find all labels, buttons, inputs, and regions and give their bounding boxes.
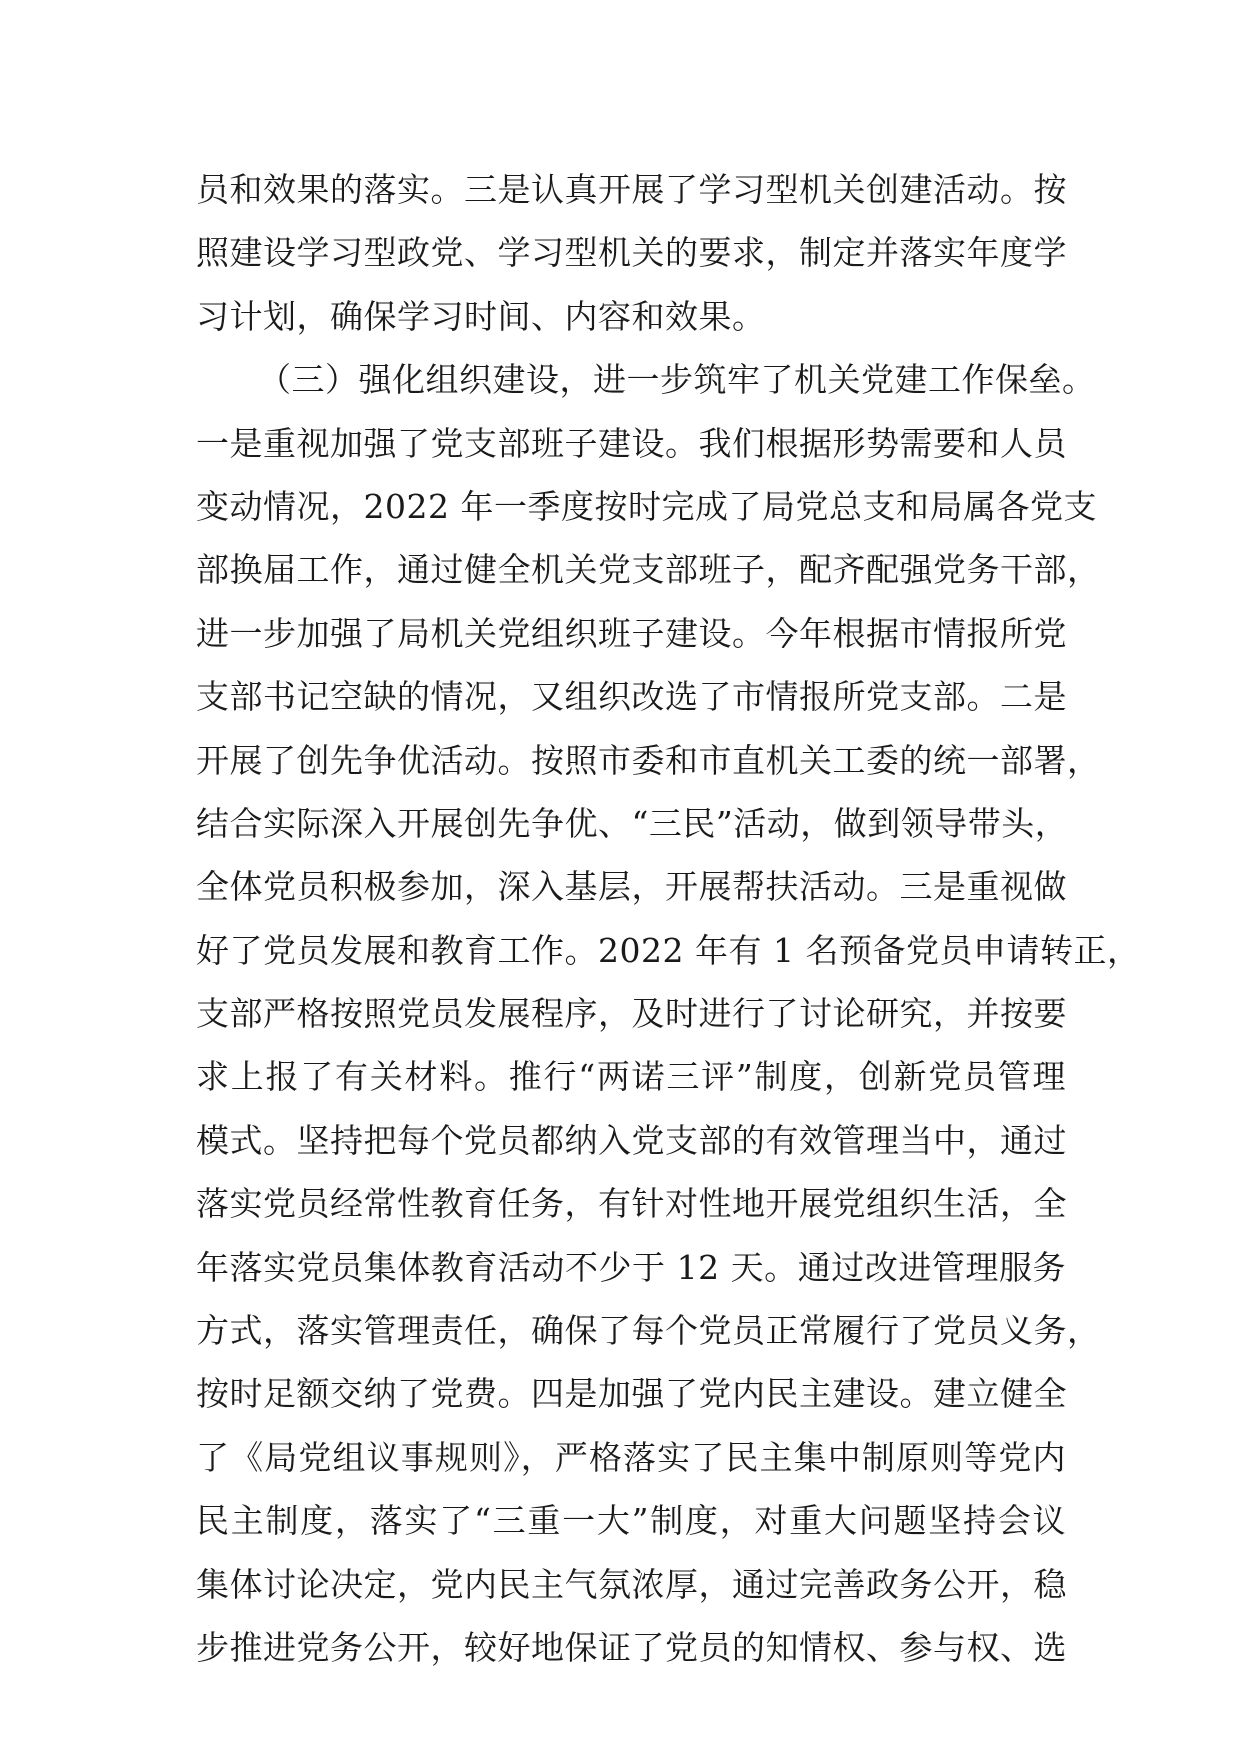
text-line: 一是重视加强了党支部班子建设。我们根据形势需要和人员	[196, 423, 1067, 463]
text-line: 全体党员积极参加，深入基层，开展帮扶活动。三是重视做	[196, 867, 1067, 907]
text-line: 好了党员发展和教育工作。2022 年有 1 名预备党员申请转正，	[196, 930, 1141, 970]
text-line: 步推进党务公开，较好地保证了党员的知情权、参与权、选	[196, 1627, 1067, 1667]
text-line: 支部严格按照党员发展程序，及时进行了讨论研究，并按要	[196, 994, 1067, 1034]
text-line: 民主制度，落实了“三重一大”制度，对重大问题坚持会议	[196, 1501, 1066, 1541]
text-line: 进一步加强了局机关党组织班子建设。今年根据市情报所党	[196, 613, 1067, 653]
text-line: 了《局党组议事规则》，严格落实了民主集中制原则等党内	[196, 1437, 1066, 1477]
text-line: 部换届工作，通过健全机关党支部班子，配齐配强党务干部，	[196, 550, 1101, 590]
document-body	[196, 158, 1141, 1679]
text-line: 开展了创先争优活动。按照市委和市直机关工委的统一部署，	[196, 740, 1101, 780]
text-line: 模式。坚持把每个党员都纳入党支部的有效管理当中，通过	[196, 1120, 1067, 1160]
text-line: 照建设学习型政党、学习型机关的要求，制定并落实年度学	[196, 233, 1067, 273]
text-line: 落实党员经常性教育任务，有针对性地开展党组织生活，全	[196, 1184, 1067, 1224]
text-line: 结合实际深入开展创先争优、“三民”活动，做到领导带头，	[196, 803, 1069, 843]
text-line: 按时足额交纳了党费。四是加强了党内民主建设。建立健全	[196, 1374, 1067, 1414]
section-heading-line: （三）强化组织建设，进一步筑牢了机关党建工作保垒。	[258, 360, 1096, 400]
text-line: 支部书记空缺的情况，又组织改选了市情报所党支部。二是	[196, 677, 1067, 717]
text-line: 员和效果的落实。三是认真开展了学习型机关创建活动。按	[196, 170, 1067, 209]
text-line: 变动情况，2022 年一季度按时完成了局党总支和局属各党支	[196, 486, 1097, 526]
text-line: 习计划，确保学习时间、内容和效果。	[196, 296, 766, 336]
text-line: 求上报了有关材料。推行“两诺三评”制度，创新党员管理	[196, 1057, 1066, 1097]
text-line: 年落实党员集体教育活动不少于 12 天。通过改进管理服务	[196, 1247, 1066, 1287]
text-line: 方式，落实管理责任，确保了每个党员正常履行了党员义务，	[196, 1311, 1101, 1351]
text-line: 集体讨论决定，党内民主气氛浓厚，通过完善政务公开，稳	[196, 1564, 1067, 1604]
